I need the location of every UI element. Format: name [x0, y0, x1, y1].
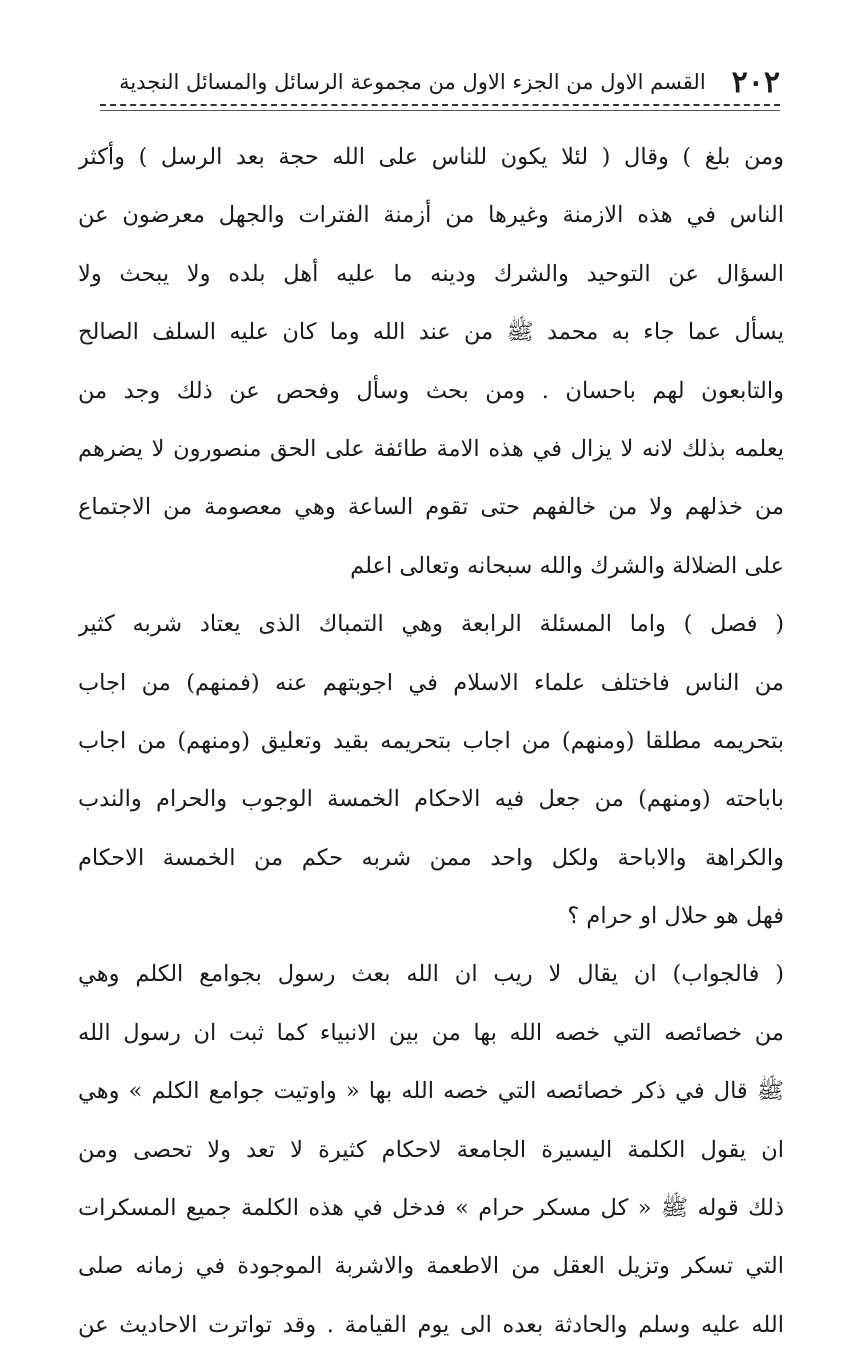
text-line: الناس في هذه الازمنة وغيرها من أزمنة الفترات والجهل معرضون عن: [78, 202, 784, 229]
running-title: القسم الاول من الجزء الاول من مجموعة الرسائل والمسائل النجدية: [119, 70, 706, 94]
header-divider-line: [100, 110, 780, 111]
text-line: ومن بلغ ) وقال ( لئلا يكون للناس على الله حجة بعد الرسل ) وأكثر: [78, 144, 784, 170]
text-line: ( فالجواب) ان يقال لا ريب ان الله بعث رسول بجوامع الكلم وهي: [78, 961, 784, 988]
text-line: ان يقول الكلمة اليسيرة الجامعة لاحكام كثيرة لا تعد ولا تحصى ومن: [78, 1136, 784, 1163]
text-line: التي تسكر وتزيل العقل من الاطعمة والاشربة الموجودة في زمانه صلى: [78, 1253, 784, 1280]
text-line: الله عليه وسلم والحادثة بعده الى يوم القيامة . وقد تواترت الاحاديث عن: [78, 1311, 784, 1338]
text-line: يسأل عما جاء به محمد ﷺ من عند الله وما كان عليه السلف الصالح: [78, 319, 784, 346]
text-line: ذلك قوله ﷺ « كل مسكر حرام » فدخل في هذه الكلمة جميع المسكرات: [78, 1195, 784, 1222]
text-line: من خذلهم ولا من خالفهم حتى تقوم الساعة وهي معصومة من الاجتماع: [78, 494, 784, 521]
text-line: والكراهة والاباحة ولكل واحد ممن شربه حكم من الخمسة الاحكام: [78, 844, 784, 871]
body-text: [78, 128, 784, 1354]
page-number: ٢٠٢: [731, 64, 780, 100]
text-line: ( فصل ) واما المسئلة الرابعة وهي التمباك الذى يعتاد شربه كثير: [78, 611, 784, 638]
text-line: يعلمه بذلك لانه لا يزال في هذه الامة طائفة على الحق منصورون لا يضرهم: [78, 435, 784, 462]
header-divider: [100, 104, 780, 106]
text-line: بتحريمه مطلقا (ومنهم) من اجاب بتحريمه بقيد وتعليق (ومنهم) من اجاب: [78, 727, 784, 754]
text-line: من خصائصه التي خصه الله بها من بين الانبياء كما ثبت ان رسول الله: [78, 1019, 784, 1046]
text-line: ﷺ قال في ذكر خصائصه التي خصه الله بها « واوتيت جوامع الكلم » وهي: [78, 1078, 784, 1105]
text-line: السؤال عن التوحيد والشرك ودينه ما عليه أهل بلده ولا يبحث ولا: [78, 260, 784, 287]
text-line: من الناس فاختلف علماء الاسلام في اجوبتهم عنه (فمنهم) من اجاب: [78, 669, 784, 696]
text-line: باباحته (ومنهم) من جعل فيه الاحكام الخمسة الوجوب والحرام والندب: [78, 786, 784, 813]
text-line: فهل هو حلال او حرام ؟: [567, 903, 784, 930]
text-line: والتابعون لهم باحسان . ومن بحث وسأل وفحص عن ذلك وجد من: [78, 377, 784, 404]
text-line: على الضلالة والشرك والله سبحانه وتعالى اعلم: [350, 552, 784, 579]
page-header: [100, 60, 780, 104]
